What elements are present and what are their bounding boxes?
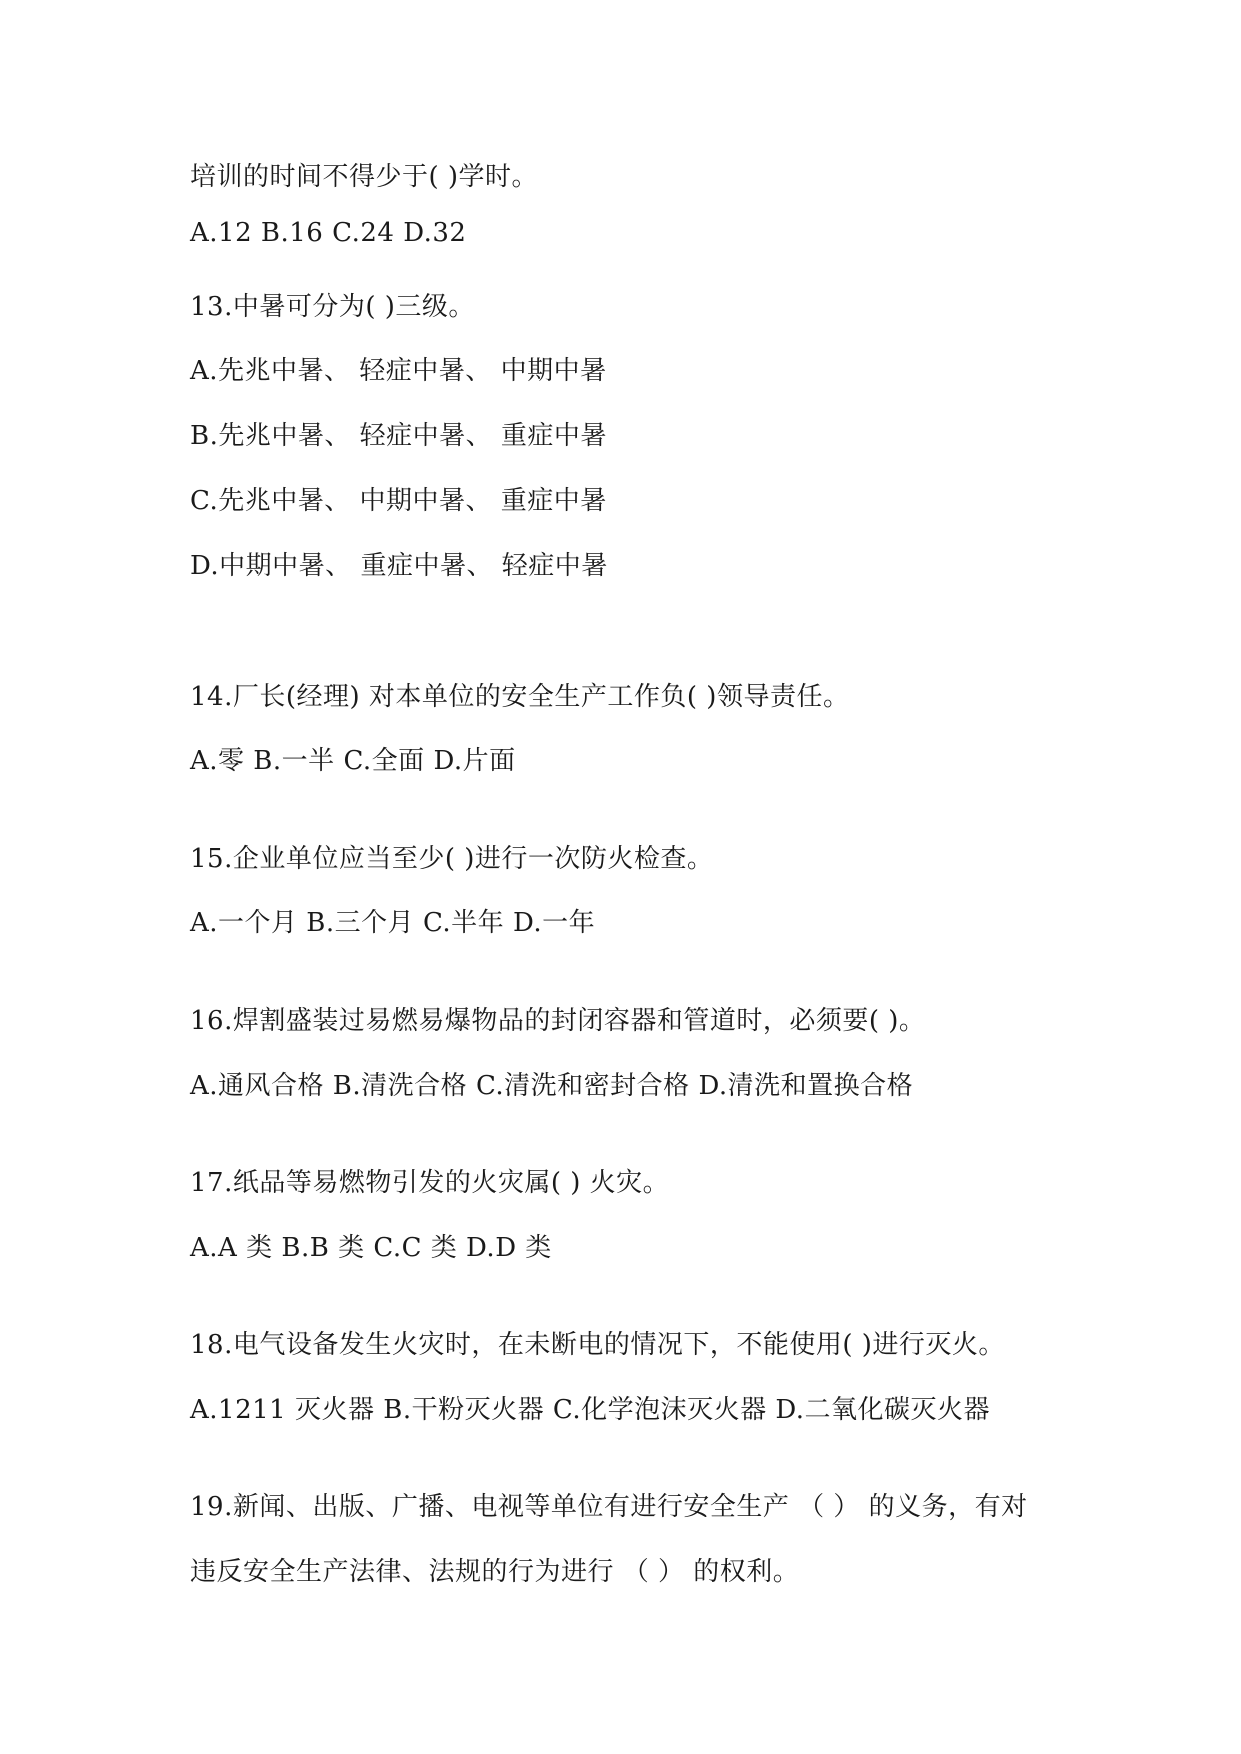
q16-stem: 16.焊割盛装过易燃易爆物品的封闭容器和管道时，必须要( )。: [190, 1006, 926, 1036]
q14-stem: 14.厂长(经理) 对本单位的安全生产工作负( )领导责任。: [190, 682, 850, 712]
q13-option-a: A.先兆中暑、 轻症中暑、 中期中暑: [190, 356, 607, 386]
q19-stem-line2: 违反安全生产法律、法规的行为进行 （ ） 的权利。: [190, 1557, 800, 1587]
q15-stem: 15.企业单位应当至少( )进行一次防火检查。: [190, 844, 714, 874]
q17-stem: 17.纸品等易燃物引发的火灾属( ) 火灾。: [190, 1168, 670, 1198]
q18-stem: 18.电气设备发生火灾时，在未断电的情况下，不能使用( )进行灭火。: [190, 1330, 1005, 1360]
q16-options: A.通风合格 B.清洗合格 C.清洗和密封合格 D.清洗和置换合格: [190, 1071, 914, 1101]
q13-option-b: B.先兆中暑、 轻症中暑、 重症中暑: [190, 421, 607, 451]
q13-stem: 13.中暑可分为( )三级。: [190, 292, 475, 322]
q12-options: A.12 B.16 C.24 D.32: [190, 218, 467, 248]
q18-options: A.1211 灭火器 B.干粉灭火器 C.化学泡沫灭火器 D.二氧化碳灭火器: [190, 1395, 991, 1425]
q14-options: A.零 B.一半 C.全面 D.片面: [190, 746, 516, 776]
q15-options: A.一个月 B.三个月 C.半年 D.一年: [190, 908, 596, 938]
q19-stem-line1: 19.新闻、出版、广播、电视等单位有进行安全生产 （ ） 的义务，有对: [190, 1492, 1028, 1522]
q17-options: A.A 类 B.B 类 C.C 类 D.D 类: [190, 1233, 552, 1263]
q13-option-d: D.中期中暑、 重症中暑、 轻症中暑: [190, 551, 608, 581]
q13-option-c: C.先兆中暑、 中期中暑、 重症中暑: [190, 486, 607, 516]
q12-stem-continued: 培训的时间不得少于( )学时。: [190, 162, 539, 192]
